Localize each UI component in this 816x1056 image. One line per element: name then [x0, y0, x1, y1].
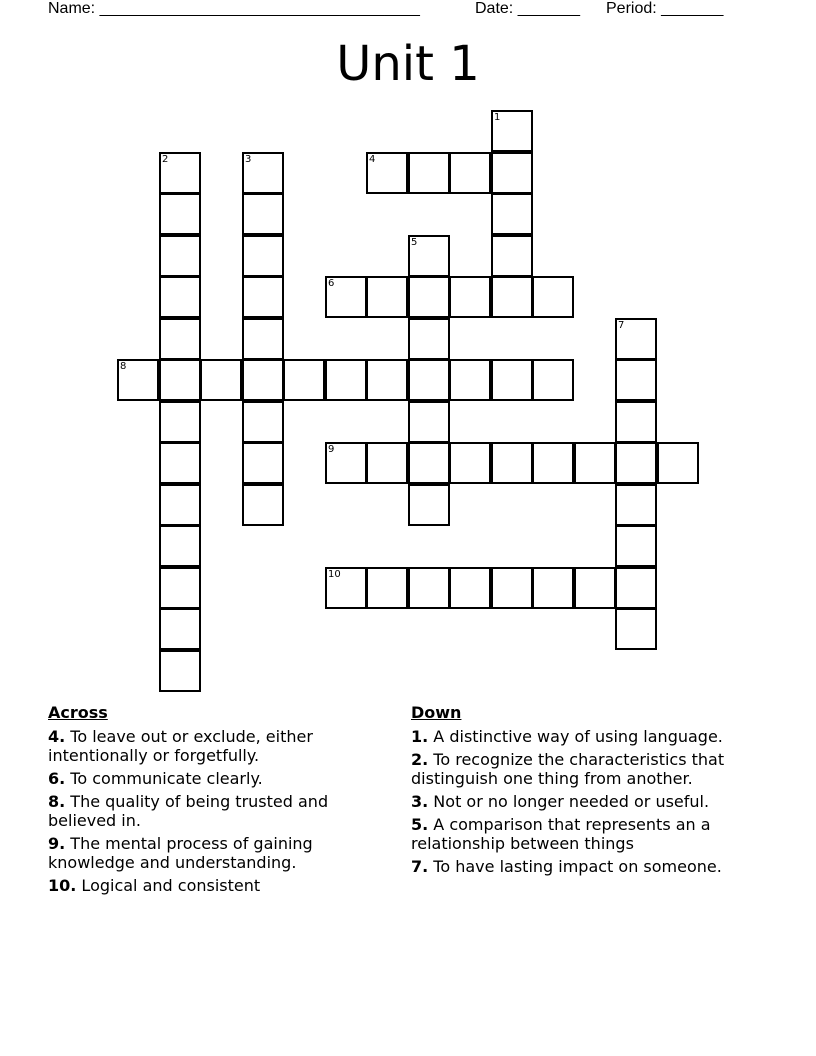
clue-number: 3.	[411, 792, 429, 811]
grid-cell[interactable]	[159, 318, 201, 360]
grid-cell[interactable]	[159, 235, 201, 277]
grid-cell[interactable]	[242, 152, 284, 194]
clue-number: 2	[162, 154, 169, 165]
clue-number: 8	[120, 361, 127, 372]
clue	[48, 769, 378, 788]
grid-cell[interactable]	[325, 567, 367, 609]
clue-number: 4	[369, 154, 376, 165]
grid-cell[interactable]	[408, 359, 450, 401]
grid-cell[interactable]	[449, 442, 491, 484]
clue-number: 7	[618, 320, 625, 331]
grid-cell[interactable]	[532, 442, 574, 484]
grid-cell[interactable]	[159, 193, 201, 235]
grid-cell[interactable]	[408, 484, 450, 526]
clue-number: 4.	[48, 727, 66, 746]
grid-cell[interactable]	[366, 152, 408, 194]
grid-cell[interactable]	[242, 276, 284, 318]
clue-number: 9	[328, 444, 335, 455]
across-heading: Across	[48, 703, 108, 722]
grid-cell[interactable]	[117, 359, 159, 401]
grid-cell[interactable]	[532, 276, 574, 318]
clue	[48, 834, 378, 872]
grid-cell[interactable]	[325, 276, 367, 318]
down-clue-list	[411, 727, 776, 876]
grid-cell[interactable]	[615, 318, 657, 360]
clue	[411, 815, 776, 853]
student-info-header	[48, 0, 768, 20]
grid-cell[interactable]	[200, 359, 242, 401]
clue-number: 7.	[411, 857, 429, 876]
grid-cell[interactable]	[325, 442, 367, 484]
clue-number: 10	[328, 569, 341, 580]
clue-text: A distinctive way of using language.	[428, 727, 723, 746]
clue-number: 1.	[411, 727, 429, 746]
grid-cell[interactable]	[657, 442, 699, 484]
grid-cell[interactable]	[615, 608, 657, 650]
grid-cell[interactable]	[242, 193, 284, 235]
across-clues	[48, 703, 378, 899]
grid-cell[interactable]	[408, 567, 450, 609]
grid-cell[interactable]	[242, 484, 284, 526]
clue	[411, 750, 776, 788]
grid-cell[interactable]	[491, 110, 533, 152]
grid-cell[interactable]	[408, 152, 450, 194]
date-field[interactable]: Date: _______	[475, 0, 580, 17]
grid-cell[interactable]	[408, 442, 450, 484]
page-title: Unit 1	[336, 36, 480, 92]
grid-cell[interactable]	[491, 235, 533, 277]
clue-number: 1	[494, 112, 501, 123]
clue-number: 2.	[411, 750, 429, 769]
grid-cell[interactable]	[159, 650, 201, 692]
grid-cell[interactable]	[242, 359, 284, 401]
grid-cell[interactable]	[532, 359, 574, 401]
period-field[interactable]: Period: _______	[606, 0, 724, 17]
grid-cell[interactable]	[159, 608, 201, 650]
grid-cell[interactable]	[491, 567, 533, 609]
clue-text: To have lasting impact on someone.	[428, 857, 722, 876]
clue-text: A comparison that represents an a relationship between things	[411, 815, 711, 853]
clue	[48, 792, 378, 830]
clue-text: The mental process of gaining knowledge and understanding.	[48, 834, 313, 872]
clue-number: 6.	[48, 769, 66, 788]
clue	[48, 727, 378, 765]
clue-number: 8.	[48, 792, 66, 811]
grid-cell[interactable]	[325, 359, 367, 401]
clue-text: The quality of being trusted and believed in.	[48, 792, 329, 830]
grid-cell[interactable]	[574, 442, 616, 484]
grid-cell[interactable]	[615, 484, 657, 526]
clue-text: To leave out or exclude, either intentionally or forgetfully.	[48, 727, 313, 765]
grid-cell[interactable]	[449, 359, 491, 401]
grid-cell[interactable]	[242, 442, 284, 484]
clue-number: 6	[328, 278, 335, 289]
grid-cell[interactable]	[408, 318, 450, 360]
grid-cell[interactable]	[159, 276, 201, 318]
grid-cell[interactable]	[366, 567, 408, 609]
grid-cell[interactable]	[159, 401, 201, 443]
clue-number: 10.	[48, 876, 77, 895]
grid-cell[interactable]	[159, 525, 201, 567]
across-clue-list	[48, 727, 378, 895]
grid-cell[interactable]	[242, 235, 284, 277]
grid-cell[interactable]	[615, 442, 657, 484]
grid-cell[interactable]	[366, 276, 408, 318]
grid-cell[interactable]	[159, 484, 201, 526]
clue-number: 5.	[411, 815, 429, 834]
grid-cell[interactable]	[366, 359, 408, 401]
clue	[411, 857, 776, 876]
grid-cell[interactable]	[408, 401, 450, 443]
grid-cell[interactable]	[449, 276, 491, 318]
clue-text: To communicate clearly.	[65, 769, 263, 788]
grid-cell[interactable]	[532, 567, 574, 609]
clue	[48, 876, 378, 895]
grid-cell[interactable]	[449, 152, 491, 194]
clue-number: 5	[411, 237, 418, 248]
grid-cell[interactable]	[408, 276, 450, 318]
grid-cell[interactable]	[491, 442, 533, 484]
grid-cell[interactable]	[491, 193, 533, 235]
grid-cell[interactable]	[615, 401, 657, 443]
grid-cell[interactable]	[159, 442, 201, 484]
clue-number: 9.	[48, 834, 66, 853]
grid-cell[interactable]	[615, 359, 657, 401]
grid-cell[interactable]	[283, 359, 325, 401]
grid-cell[interactable]	[159, 359, 201, 401]
grid-cell[interactable]	[574, 567, 616, 609]
grid-cell[interactable]	[615, 567, 657, 609]
grid-cell[interactable]	[408, 235, 450, 277]
clue	[411, 727, 776, 746]
grid-cell[interactable]	[366, 442, 408, 484]
clue	[411, 792, 776, 811]
clue-number: 3	[245, 154, 252, 165]
grid-cell[interactable]	[242, 401, 284, 443]
grid-cell[interactable]	[242, 318, 284, 360]
clue-text: Logical and consistent	[76, 876, 261, 895]
clue-text: To recognize the characteristics that distinguish one thing from another.	[411, 750, 725, 788]
grid-cell[interactable]	[491, 152, 533, 194]
grid-cell[interactable]	[491, 359, 533, 401]
down-heading: Down	[411, 703, 462, 722]
grid-cell[interactable]	[159, 152, 201, 194]
grid-cell[interactable]	[615, 525, 657, 567]
grid-cell[interactable]	[159, 567, 201, 609]
grid-cell[interactable]	[491, 276, 533, 318]
down-clues	[411, 703, 776, 880]
grid-cell[interactable]	[449, 567, 491, 609]
clue-text: Not or no longer needed or useful.	[428, 792, 710, 811]
name-field[interactable]: Name: ____________________________________	[48, 0, 420, 17]
